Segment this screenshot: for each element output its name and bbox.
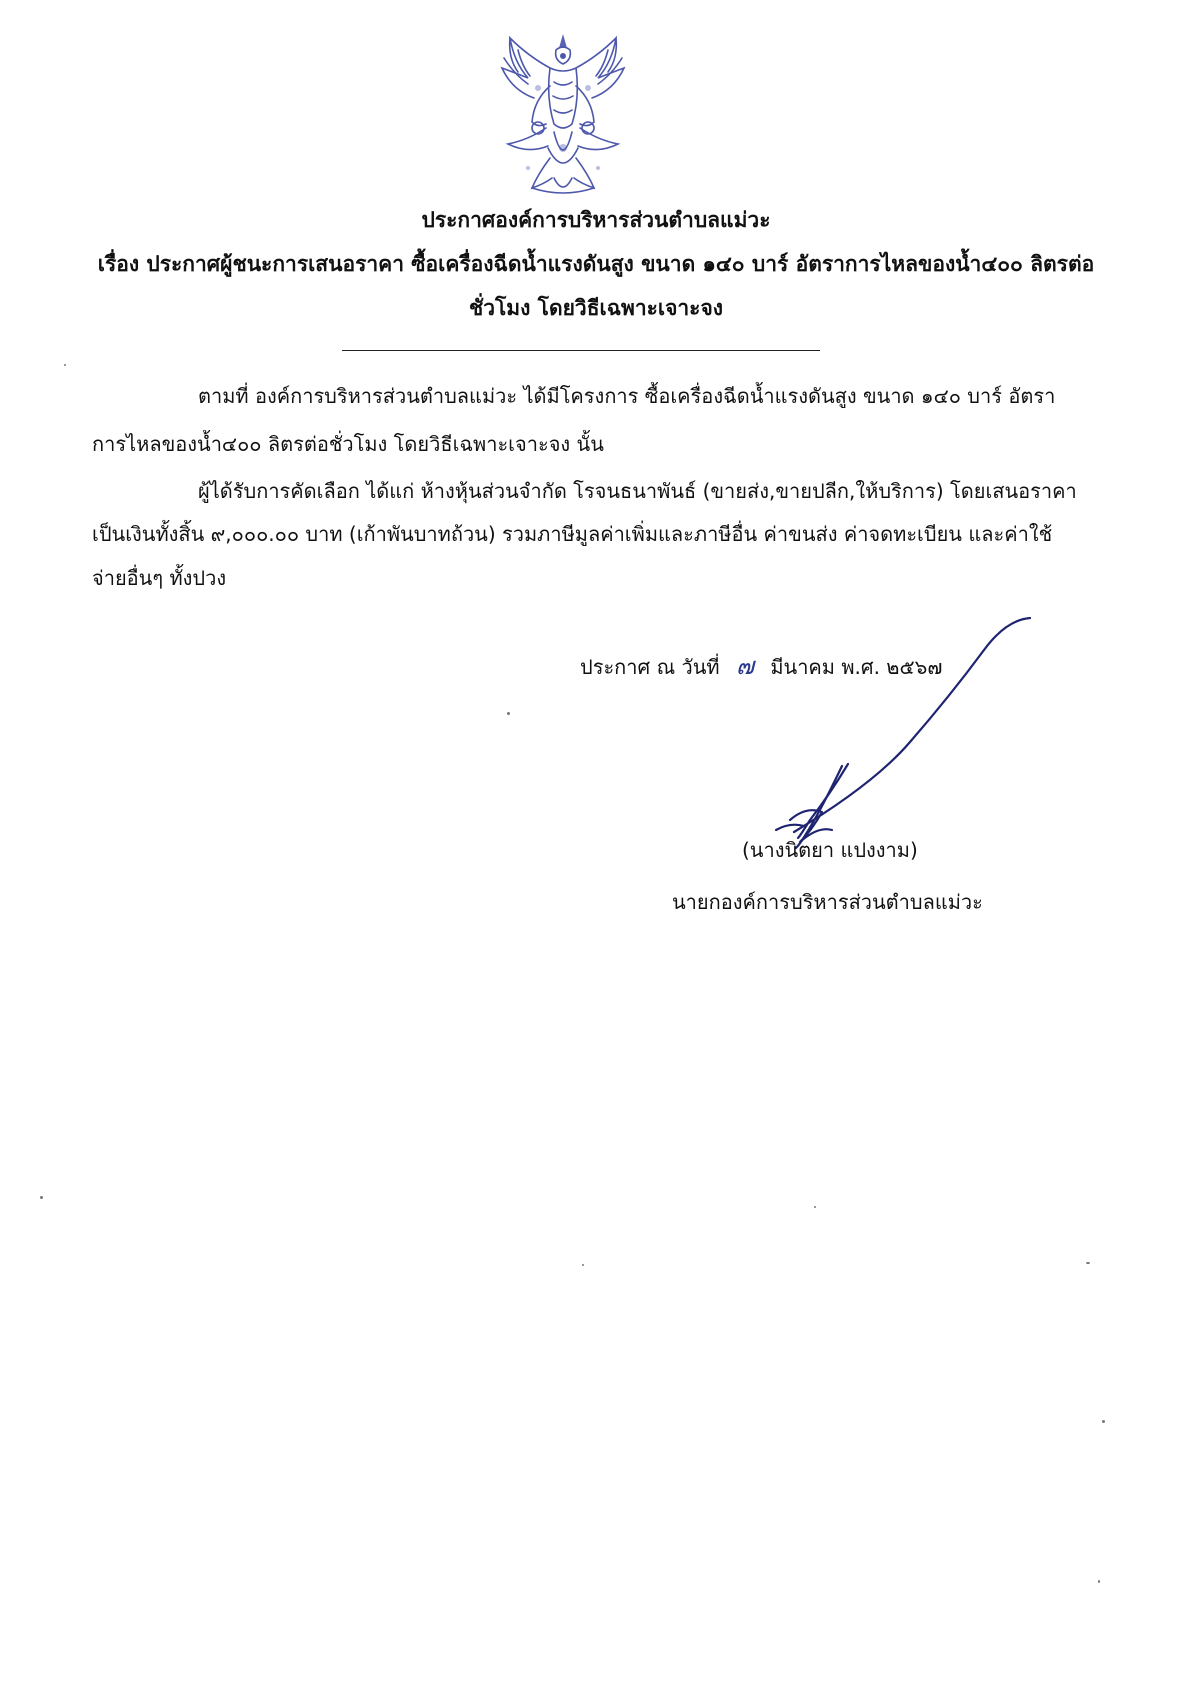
scan-speck [814,1206,816,1208]
handwritten-signature-icon [770,616,1040,856]
subject-line-1: เรื่อง ประกาศผู้ชนะการเสนอราคา ซื้อเครื่องฉีดน้ำแรงดันสูง ขนาด ๑๔๐ บาร์ อัตราการไหลของน้ำ๔๐๐ ลิตรต่อ [97,252,1095,276]
paragraph-1-line-1: ตามที่ องค์การบริหารส่วนตำบลแม่วะ ได้มีโครงการ ซื้อเครื่องฉีดน้ำแรงดันสูง ขนาด ๑๔๐ บาร์ อัตรา [198,384,1056,408]
title-divider [342,350,820,351]
date-day-handwritten: ๗ [735,652,754,680]
paragraph-2-line-1: ผู้ได้รับการคัดเลือก ได้แก่ ห้างหุ้นส่วนจำกัด โรจนธนาพันธ์ (ขายส่ง,ขายปลีก,ให้บริการ) โดยเสนอราคา [198,479,1077,503]
scan-speck [1086,1262,1090,1264]
date-month-year: มีนาคม พ.ศ. ๒๕๖๗ [770,655,943,679]
signer-position: นายกองค์การบริหารส่วนตำบลแม่วะ [672,890,983,914]
paragraph-2-line-3: จ่ายอื่นๆ ทั้งปวง [92,566,227,590]
scan-speck [1102,1420,1105,1423]
subject-line-2: ชั่วโมง โดยวิธีเฉพาะเจาะจง [468,296,724,320]
paragraph-1-line-2: การไหลของน้ำ๔๐๐ ลิตรต่อชั่วโมง โดยวิธีเฉพาะเจาะจง นั้น [92,432,604,456]
scan-speck [1098,1580,1100,1583]
announcement-title: ประกาศองค์การบริหารส่วนตำบลแม่วะ [421,208,771,232]
paragraph-2-line-2: เป็นเงินทั้งสิ้น ๙,๐๐๐.๐๐ บาท (เก้าพันบาทถ้วน) รวมภาษีมูลค่าเพิ่มและภาษีอื่น ค่าขนส่ง ค่าจดทะเบียน และค่าใช้ [92,522,1053,546]
scan-speck [507,712,510,715]
scan-speck [40,1196,43,1199]
signer-name: (นางนิตยา แปงงาม) [742,838,918,862]
date-prefix: ประกาศ ณ วันที่ [580,655,720,679]
scan-speck [582,1264,584,1266]
garuda-emblem-icon [488,28,638,200]
scan-speck [64,364,66,366]
